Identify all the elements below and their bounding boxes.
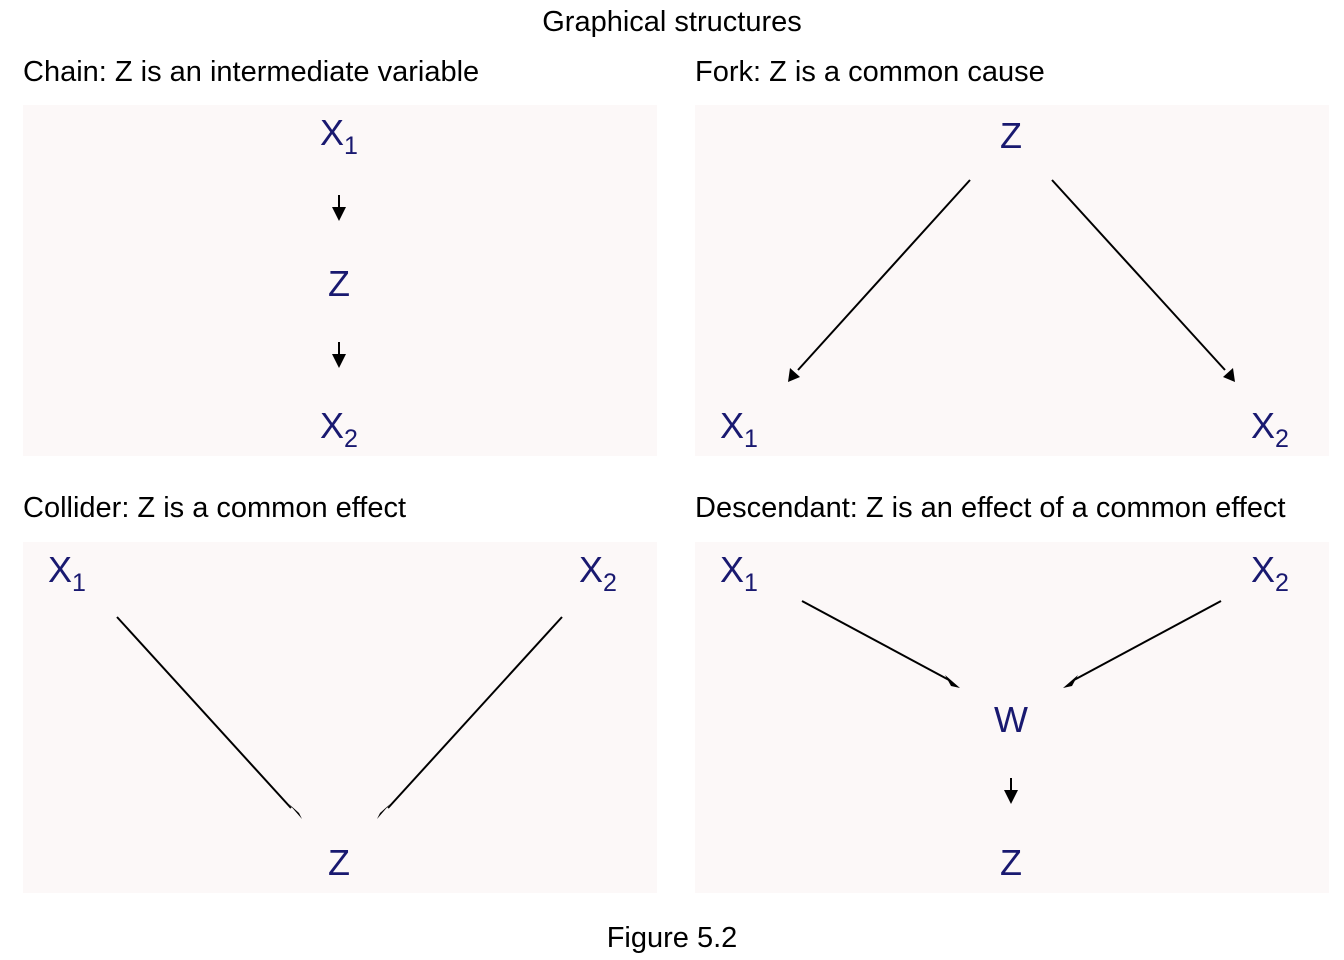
chain-panel-title: Chain: Z is an intermediate variable [23, 56, 480, 88]
node-x2: $X_2$ [1251, 405, 1289, 453]
arrowhead-x1-z [332, 207, 346, 221]
edge-x1-w [802, 601, 949, 680]
arrowhead-x1-z [289, 804, 302, 819]
node-z: Z [1000, 115, 1022, 156]
edge-x1-z [117, 617, 291, 808]
edge-x2-z [388, 617, 562, 808]
collider-panel-title: Collider: Z is a common effect [23, 492, 407, 524]
edge-x2-w [1074, 601, 1221, 680]
node-z: Z [1000, 842, 1022, 883]
fork-panel [695, 105, 1329, 456]
node-w: W [994, 699, 1028, 740]
chain-diagram [23, 105, 657, 456]
figure-caption: Figure 5.2 [606, 922, 738, 954]
node-x1: $X_1$ [320, 112, 358, 160]
edge-z-x1 [798, 180, 970, 370]
edge-z-x2 [1052, 180, 1225, 370]
figure-title: Graphical structures [542, 6, 802, 38]
node-x1: $X_1$ [720, 549, 758, 597]
arrowhead-z-x2 [332, 354, 346, 368]
node-x1: $X_1$ [720, 405, 758, 453]
node-x2: $X_2$ [320, 405, 358, 453]
arrowhead-x1-w [945, 675, 960, 688]
arrowhead-w-z [1004, 790, 1018, 804]
descendant-panel [695, 542, 1329, 893]
chain-panel [23, 105, 657, 456]
node-x2: $X_2$ [1251, 549, 1289, 597]
collider-diagram [23, 542, 657, 893]
descendant-panel-title: Descendant: Z is an effect of a common effect [695, 492, 1286, 524]
descendant-diagram [695, 542, 1329, 893]
node-x1: $X_1$ [48, 549, 86, 597]
node-x2: $X_2$ [579, 549, 617, 597]
node-z: Z [328, 842, 350, 883]
node-z: Z [328, 263, 350, 304]
collider-panel [23, 542, 657, 893]
arrowhead-x2-z [377, 804, 390, 819]
fork-panel-title: Fork: Z is a common cause [695, 56, 1045, 88]
arrowhead-x2-w [1063, 675, 1078, 688]
fork-diagram [695, 105, 1329, 456]
